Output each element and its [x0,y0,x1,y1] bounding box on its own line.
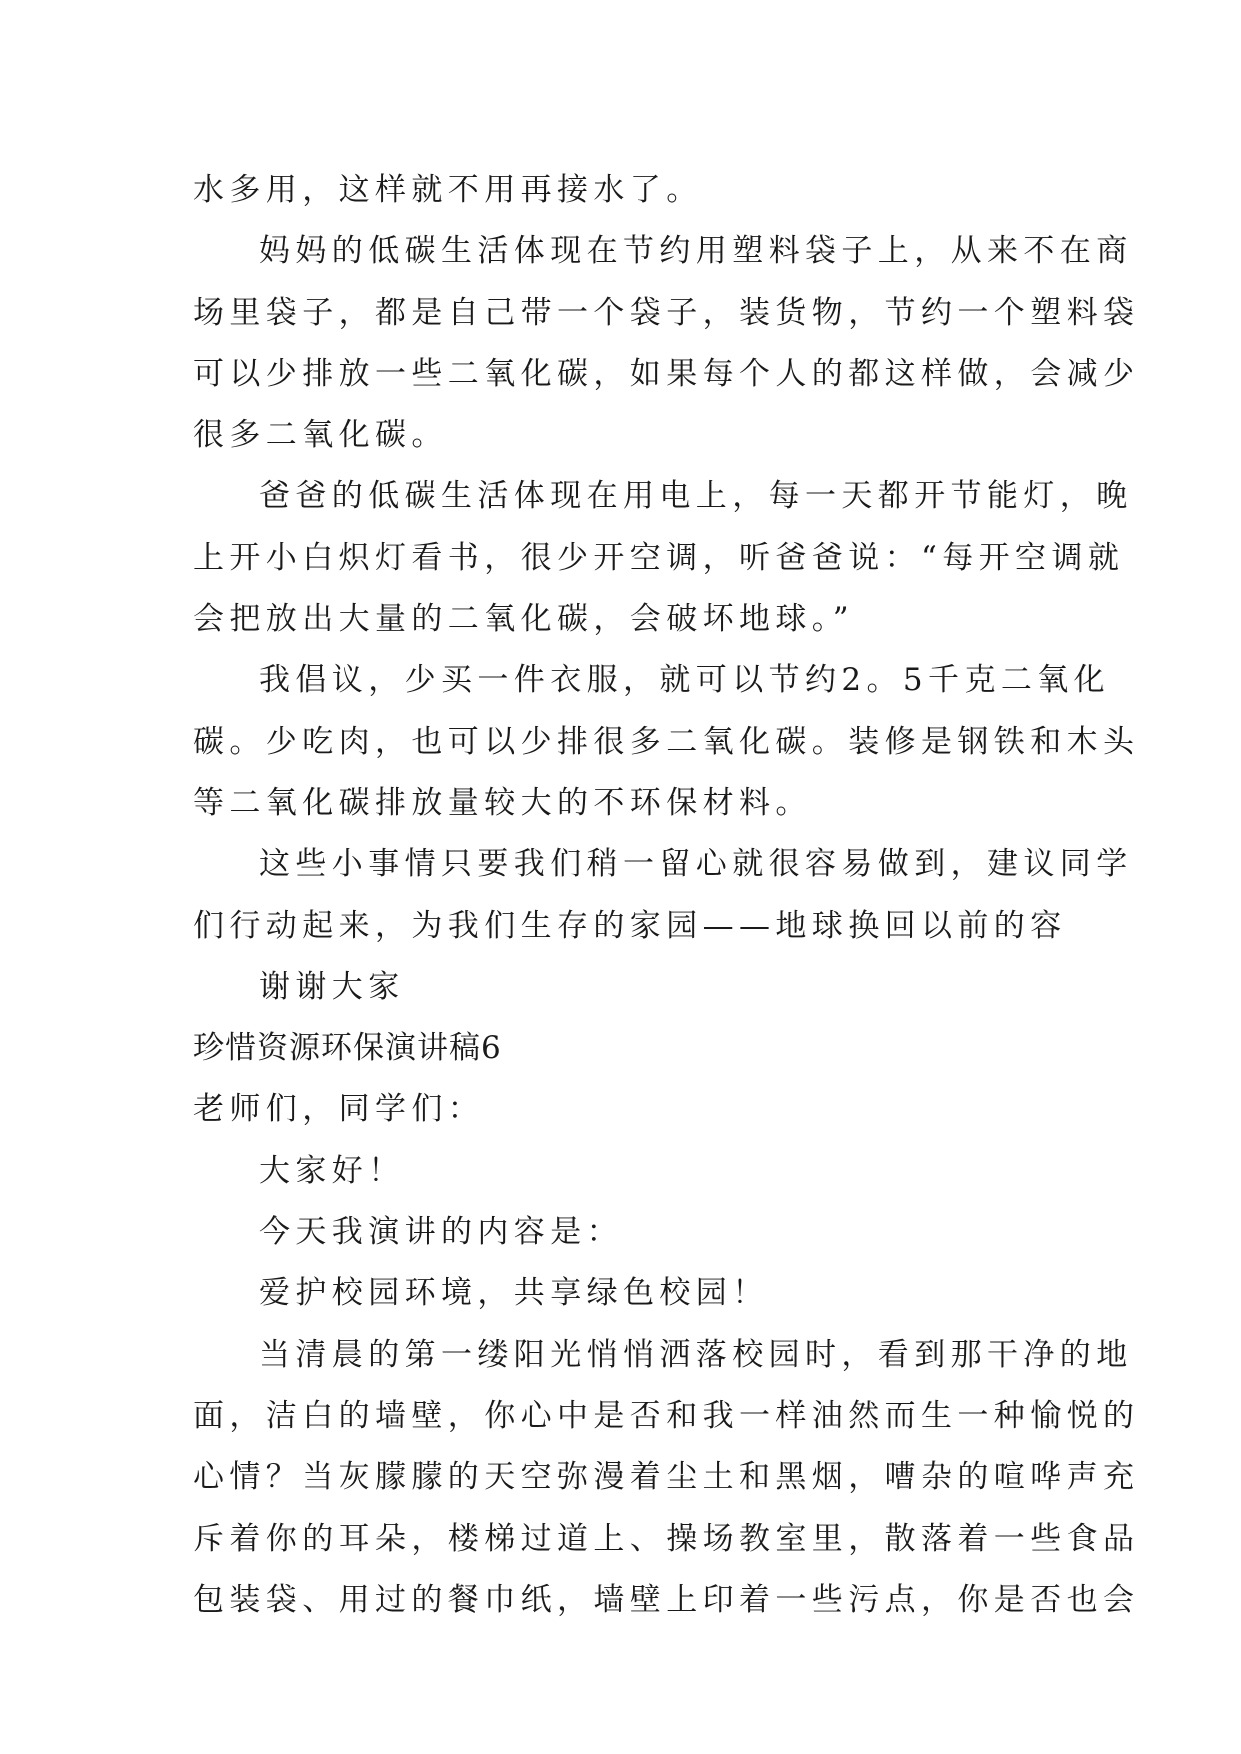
text-line: 们行动起来，为我们生存的家园——地球换回以前的容 [193,907,1067,944]
text-line: 当清晨的第一缕阳光悄悄洒落校园时，看到那干净的地 [259,1336,1133,1373]
text-line: 面，洁白的墙壁，你心中是否和我一样油然而生一种愉悦的 [193,1397,1140,1434]
text-line: 很多二氧化碳。 [193,417,448,454]
text-line: 等二氧化碳排放量较大的不环保材料。 [193,784,812,821]
text-line: 斥着你的耳朵，楼梯过道上、操场教室里，散落着一些食品 [193,1520,1140,1557]
text-line: 我倡议，少买一件衣服，就可以节约2。5千克二氧化 [259,662,1111,699]
salutation: 老师们，同学们： [193,1091,485,1128]
greeting: 大家好！ [259,1152,405,1189]
text-line: 爸爸的低碳生活体现在用电上，每一天都开节能灯，晚 [259,478,1133,515]
topic-line: 爱护校园环境，共享绿色校园！ [259,1275,769,1312]
document-page [193,160,1140,1631]
text-line: 今天我演讲的内容是： [259,1214,623,1251]
text-line: 这些小事情只要我们稍一留心就很容易做到，建议同学 [259,846,1133,883]
text-line: 可以少排放一些二氧化碳，如果每个人的都这样做，会减少 [193,355,1140,392]
closing-line: 谢谢大家 [259,968,405,1005]
text-line: 上开小白炽灯看书，很少开空调，听爸爸说：“每开空调就 [193,539,1125,576]
text-line: 妈妈的低碳生活体现在节约用塑料袋子上，从来不在商 [259,233,1133,270]
text-line: 会把放出大量的二氧化碳，会破坏地球。” [193,601,854,638]
text-line: 碳。少吃肉，也可以少排很多二氧化碳。装修是钢铁和木头 [193,723,1140,760]
text-line: 心情？当灰朦朦的天空弥漫着尘土和黑烟，嘈杂的喧哗声充 [193,1459,1140,1496]
text-line: 包装袋、用过的餐巾纸，墙壁上印着一些污点，你是否也会 [193,1581,1140,1618]
text-line: 场里袋子，都是自己带一个袋子，装货物，节约一个塑料袋 [193,294,1140,331]
section-title: 珍惜资源环保演讲稿6 [193,1030,502,1067]
text-line: 水多用，这样就不用再接水了。 [193,172,703,208]
